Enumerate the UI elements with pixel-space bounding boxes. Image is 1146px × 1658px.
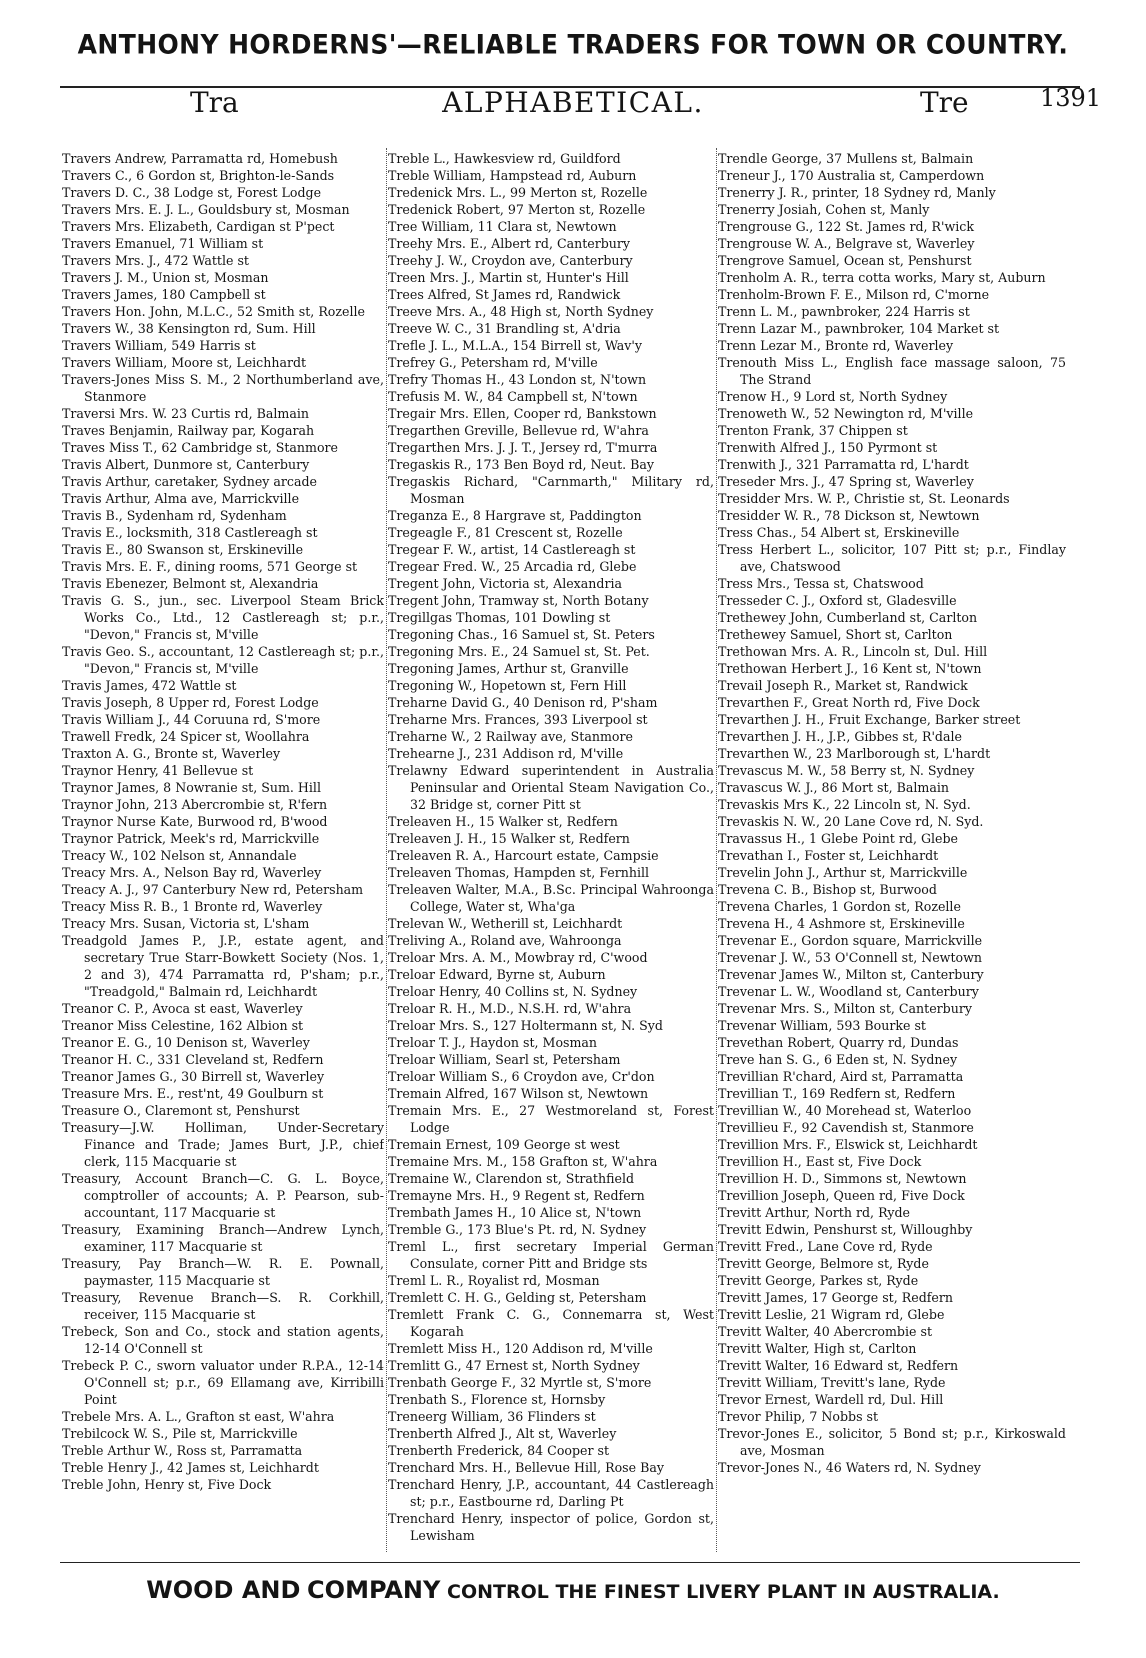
- directory-entry: Treharne Mrs. Frances, 393 Liverpool st: [388, 712, 648, 727]
- directory-entry: Tregent John, Tramway st, North Botany: [388, 593, 649, 608]
- directory-entry: Trenouth Miss L., English face massage saloon, 75 The Strand: [718, 355, 1066, 387]
- footer-part-2: COMPANY: [307, 1576, 441, 1604]
- directory-entry: Trevarthen F., Great North rd, Five Dock: [718, 695, 980, 710]
- directory-entry: Trevitt James, 17 George st, Redfern: [718, 1290, 953, 1305]
- directory-entry: Traversi Mrs. W. 23 Curtis rd, Balmain: [62, 406, 309, 421]
- column-2: [388, 150, 714, 1550]
- footer-rule: [60, 1562, 1080, 1563]
- directory-entry: Trebele Mrs. A. L., Grafton st east, W'ahra: [62, 1409, 335, 1424]
- directory-entry: Treloar R. H., M.D., N.S.H. rd, W'ahra: [388, 1001, 632, 1016]
- directory-entry: Trefusis M. W., 84 Campbell st, N'town: [388, 389, 638, 404]
- directory-entry: Treble John, Henry st, Five Dock: [62, 1477, 272, 1492]
- directory-entry: Travis Ebenezer, Belmont st, Alexandria: [62, 576, 319, 591]
- page-footer: [0, 1576, 1146, 1604]
- directory-entry: Treadgold James P., J.P., estate agent, and secretary True Starr-Bowkett Society (Nos. 1, 2 and 3), 474 Parramatta rd, P'sham; p.r., "Treadgold," Balmain rd, Leichhardt: [62, 933, 384, 999]
- directory-entry: Travis G. S., jun., sec. Liverpool Steam Brick Works Co., Ltd., 12 Castlereagh st; p.r., "Devon," Francis st, M'ville: [62, 593, 384, 642]
- directory-entry: Travis William J., 44 Coruuna rd, S'more: [62, 712, 321, 727]
- directory-entry: Tregaskis R., 173 Ben Boyd rd, Neut. Bay: [388, 457, 655, 472]
- directory-entry: Travers Mrs. J., 472 Wattle st: [62, 253, 249, 268]
- directory-entry: Tregear F. W., artist, 14 Castlereagh st: [388, 542, 636, 557]
- column-divider: [386, 148, 387, 1552]
- directory-entry: Treasure Mrs. E., rest'nt, 49 Goulburn st: [62, 1086, 324, 1101]
- directory-entry: Tremain Alfred, 167 Wilson st, Newtown: [388, 1086, 649, 1101]
- directory-entry: Treloar Mrs. S., 127 Holtermann st, N. Syd: [388, 1018, 663, 1033]
- column-divider: [716, 148, 717, 1552]
- directory-entry: Trevarthen J. H., Fruit Exchange, Barker street: [718, 712, 1021, 727]
- directory-entry: Trevillion Mrs. F., Elswick st, Leichhardt: [718, 1137, 978, 1152]
- directory-entry: Trevena C. B., Bishop st, Burwood: [718, 882, 937, 897]
- directory-entry: Trevillieu F., 92 Cavendish st, Stanmore: [718, 1120, 974, 1135]
- directory-entry: Tremain Mrs. E., 27 Westmoreland st, Forest Lodge: [388, 1103, 714, 1135]
- directory-entry: Tregarthen Mrs. J. J. T., Jersey rd, T'murra: [388, 440, 658, 455]
- directory-entry: Trevor Philip, 7 Nobbs st: [718, 1409, 879, 1424]
- directory-entry: Traves Miss T., 62 Cambridge st, Stanmore: [62, 440, 339, 455]
- directory-entry: Trevena H., 4 Ashmore st, Erskineville: [718, 916, 965, 931]
- directory-entry: Travers James, 180 Campbell st: [62, 287, 266, 302]
- directory-entry: Treleaven Walter, M.A., B.Sc. Principal Wahroonga College, Water st, Wha'ga: [388, 882, 714, 914]
- column-1: [62, 150, 384, 1550]
- directory-entry: Trevitt George, Parkes st, Ryde: [718, 1273, 919, 1288]
- directory-entry: Travers Andrew, Parramatta rd, Homebush: [62, 151, 338, 166]
- directory-entry: Treacy W., 102 Nelson st, Annandale: [62, 848, 297, 863]
- directory-entry: Treharne W., 2 Railway ave, Stanmore: [388, 729, 633, 744]
- directory-entry: Treble L., Hawkesview rd, Guildford: [388, 151, 621, 166]
- page-number: 1391: [1040, 84, 1102, 112]
- directory-entry: Tresseder C. J., Oxford st, Gladesville: [718, 593, 957, 608]
- directory-entry: Treleaven H., 15 Walker st, Redfern: [388, 814, 618, 829]
- directory-entry: Tregillgas Thomas, 101 Dowling st: [388, 610, 611, 625]
- directory-entry: Trevitt Leslie, 21 Wigram rd, Glebe: [718, 1307, 945, 1322]
- directory-entry: Travis Geo. S., accountant, 12 Castlereagh st; p.r., "Devon," Francis st, M'ville: [62, 644, 384, 676]
- directory-entry: Treeve Mrs. A., 48 High st, North Sydney: [388, 304, 654, 319]
- directory-entry: Trenbath S., Florence st, Hornsby: [388, 1392, 606, 1407]
- directory-entry: Trevitt George, Belmore st, Ryde: [718, 1256, 929, 1271]
- directory-entry: Treeve W. C., 31 Brandling st, A'dria: [388, 321, 621, 336]
- directory-entry: Traynor John, 213 Abercrombie st, R'fern: [62, 797, 328, 812]
- page-banner: ANTHONY HORDERNS'—RELIABLE TRADERS FOR TOWN OR COUNTRY.: [77, 28, 1069, 61]
- directory-entry: Trevethan Robert, Quarry rd, Dundas: [718, 1035, 959, 1050]
- directory-entry: Trelawny Edward superintendent in Australia Peninsular and Oriental Steam Navigation Co., 32 Bridge st, corner Pitt st: [388, 763, 714, 812]
- directory-entry: Trenn Lazar M., pawnbroker, 104 Market st: [718, 321, 1000, 336]
- directory-entry: Trevarthen W., 23 Marlborough st, L'hardt: [718, 746, 991, 761]
- directory-entry: Treanor H. C., 331 Cleveland st, Redfern: [62, 1052, 324, 1067]
- directory-entry: Treanor James G., 30 Birrell st, Waverley: [62, 1069, 325, 1084]
- directory-entry: Travers C., 6 Gordon st, Brighton-le-Sands: [62, 168, 335, 183]
- directory-entry: Trevor-Jones E., solicitor, 5 Bond st; p.r., Kirkoswald ave, Mosman: [718, 1426, 1066, 1458]
- directory-entry: Tregarthen Greville, Bellevue rd, W'ahra: [388, 423, 649, 438]
- directory-entry: Traynor Patrick, Meek's rd, Marrickville: [62, 831, 320, 846]
- directory-entry: Tregair Mrs. Ellen, Cooper rd, Bankstown: [388, 406, 657, 421]
- directory-entry: Trenchard Henry, inspector of police, Gordon st, Lewisham: [388, 1511, 714, 1543]
- directory-entry: Trevitt William, Trevitt's lane, Ryde: [718, 1375, 946, 1390]
- directory-entry: Trengrove Samuel, Ocean st, Penshurst: [718, 253, 972, 268]
- directory-entry: Trevenar E., Gordon square, Marrickville: [718, 933, 983, 948]
- directory-entry: Trenchard Henry, J.P., accountant, 44 Castlereagh st; p.r., Eastbourne rd, Darling Pt: [388, 1477, 714, 1509]
- directory-entry: Trevillion H., East st, Five Dock: [718, 1154, 922, 1169]
- directory-entry: Trevitt Edwin, Penshurst st, Willoughby: [718, 1222, 973, 1237]
- directory-entry: Trenerry Josiah, Cohen st, Manly: [718, 202, 930, 217]
- directory-entry: Trevenar James W., Milton st, Canterbury: [718, 967, 984, 982]
- directory-entry: Tregaskis Richard, "Carnmarth," Military rd, Mosman: [388, 474, 714, 506]
- directory-entry: Trembath James H., 10 Alice st, N'town: [388, 1205, 642, 1220]
- directory-entry: Trevaskis N. W., 20 Lane Cove rd, N. Syd.: [718, 814, 984, 829]
- directory-entry: Trevarthen J. H., J.P., Gibbes st, R'dale: [718, 729, 962, 744]
- directory-entry: Tregent John, Victoria st, Alexandria: [388, 576, 623, 591]
- directory-entry: Trevitt Walter, High st, Carlton: [718, 1341, 917, 1356]
- directory-entry: Treacy A. J., 97 Canterbury New rd, Petersham: [62, 882, 364, 897]
- directory-entry: Treacy Mrs. A., Nelson Bay rd, Waverley: [62, 865, 322, 880]
- directory-entry: Treasury, Account Branch—C. G. L. Boyce, comptroller of accounts; A. P. Pearson, sub-accountant, 117 Macquarie st: [62, 1171, 384, 1220]
- directory-entry: Tregoning Chas., 16 Samuel st, St. Peters: [388, 627, 655, 642]
- directory-entry: Treleaven J. H., 15 Walker st, Redfern: [388, 831, 630, 846]
- directory-entry: Treharne David G., 40 Denison rd, P'sham: [388, 695, 658, 710]
- directory-entry: Tredenick Mrs. L., 99 Merton st, Rozelle: [388, 185, 648, 200]
- directory-entry: Travis Arthur, caretaker, Sydney arcade: [62, 474, 317, 489]
- directory-entry: Travis Mrs. E. F., dining rooms, 571 George st: [62, 559, 358, 574]
- directory-entry: Tress Herbert L., solicitor, 107 Pitt st; p.r., Findlay ave, Chatswood: [718, 542, 1066, 574]
- directory-entry: Trevail Joseph R., Market st, Randwick: [718, 678, 968, 693]
- directory-entry: Treve han S. G., 6 Eden st, N. Sydney: [718, 1052, 958, 1067]
- directory-entry: Tregear Fred. W., 25 Arcadia rd, Glebe: [388, 559, 637, 574]
- directory-entry: Travers J. M., Union st, Mosman: [62, 270, 269, 285]
- directory-entry: Treacy Miss R. B., 1 Bronte rd, Waverley: [62, 899, 323, 914]
- directory-entry: Tredenick Robert, 97 Merton st, Rozelle: [388, 202, 646, 217]
- directory-entry: Travis James, 472 Wattle st: [62, 678, 237, 693]
- directory-entry: Trevillion Joseph, Queen rd, Five Dock: [718, 1188, 965, 1203]
- directory-entry: Travis Joseph, 8 Upper rd, Forest Lodge: [62, 695, 319, 710]
- directory-entry: Trevena Charles, 1 Gordon st, Rozelle: [718, 899, 961, 914]
- directory-entry: Treloar T. J., Haydon st, Mosman: [388, 1035, 598, 1050]
- directory-entry: Travers W., 38 Kensington rd, Sum. Hill: [62, 321, 316, 336]
- directory-entry: Travers Emanuel, 71 William st: [62, 236, 264, 251]
- directory-entry: Travis E., 80 Swanson st, Erskineville: [62, 542, 304, 557]
- directory-entry: Trefle J. L., M.L.A., 154 Birrell st, Wav'y: [388, 338, 643, 353]
- directory-entry: Treloar Edward, Byrne st, Auburn: [388, 967, 606, 982]
- directory-entry: Tremlett C. H. G., Gelding st, Petersham: [388, 1290, 647, 1305]
- directory-entry: Travers D. C., 38 Lodge st, Forest Lodge: [62, 185, 322, 200]
- directory-entry: Treliving A., Roland ave, Wahroonga: [388, 933, 622, 948]
- directory-entry: Tree William, 11 Clara st, Newtown: [388, 219, 617, 234]
- directory-entry: Trevillian W., 40 Morehead st, Waterloo: [718, 1103, 972, 1118]
- directory-entry: Treloar Mrs. A. M., Mowbray rd, C'wood: [388, 950, 648, 965]
- directory-entry: Trevillion H. D., Simmons st, Newtown: [718, 1171, 967, 1186]
- directory-entry: Trelevan W., Wetherill st, Leichhardt: [388, 916, 623, 931]
- directory-entry: Tress Chas., 54 Albert st, Erskineville: [718, 525, 960, 540]
- directory-entry: Travis Arthur, Alma ave, Marrickville: [62, 491, 300, 506]
- directory-entry: Tregoning W., Hopetown st, Fern Hill: [388, 678, 627, 693]
- directory-entry: Trehearne J., 231 Addison rd, M'ville: [388, 746, 624, 761]
- directory-entry: Traves Benjamin, Railway par, Kogarah: [62, 423, 315, 438]
- directory-entry: Treacy Mrs. Susan, Victoria st, L'sham: [62, 916, 310, 931]
- directory-entry: Travers Mrs. E. J. L., Gouldsbury st, Mosman: [62, 202, 350, 217]
- directory-entry: Trevenar L. W., Woodland st, Canterbury: [718, 984, 979, 999]
- directory-entry: Tremayne Mrs. H., 9 Regent st, Redfern: [388, 1188, 645, 1203]
- directory-entry: Travers Mrs. Elizabeth, Cardigan st P'pect: [62, 219, 335, 234]
- footer-part-1: WOOD AND: [146, 1576, 301, 1604]
- directory-entry: Treasury, Revenue Branch—S. R. Corkhill, receiver, 115 Macquarie st: [62, 1290, 384, 1322]
- directory-entry: Trethowan Mrs. A. R., Lincoln st, Dul. Hill: [718, 644, 988, 659]
- directory-entry: Treasury, Pay Branch—W. R. E. Pownall, paymaster, 115 Macquarie st: [62, 1256, 384, 1288]
- directory-entry: Treehy J. W., Croydon ave, Canterbury: [388, 253, 633, 268]
- header-right-guide: Tre: [920, 86, 969, 119]
- directory-entry: Trevitt Fred., Lane Cove rd, Ryde: [718, 1239, 933, 1254]
- directory-entry: Trenow H., 9 Lord st, North Sydney: [718, 389, 948, 404]
- directory-entry: Trenberth Frederick, 84 Cooper st: [388, 1443, 610, 1458]
- directory-entry: Tremaine W., Clarendon st, Strathfield: [388, 1171, 635, 1186]
- directory-entry: Trenoweth W., 52 Newington rd, M'ville: [718, 406, 974, 421]
- directory-entry: Trethowan Herbert J., 16 Kent st, N'town: [718, 661, 982, 676]
- directory-entry: Treasure O., Claremont st, Penshurst: [62, 1103, 300, 1118]
- directory-entry: Treble William, Hampstead rd, Auburn: [388, 168, 637, 183]
- directory-entry: Tremlett Miss H., 120 Addison rd, M'ville: [388, 1341, 653, 1356]
- directory-entry: Trengrouse G., 122 St. James rd, R'wick: [718, 219, 974, 234]
- directory-entry: Treml L. R., Royalist rd, Mosman: [388, 1273, 600, 1288]
- header-title: ALPHABETICAL.: [442, 86, 704, 119]
- directory-entry: Trendle George, 37 Mullens st, Balmain: [718, 151, 974, 166]
- directory-entry: Treneerg William, 36 Flinders st: [388, 1409, 596, 1424]
- directory-entry: Treanor C. P., Avoca st east, Waverley: [62, 1001, 303, 1016]
- directory-entry: Trevillian R'chard, Aird st, Parramatta: [718, 1069, 964, 1084]
- directory-entry: Trengrouse W. A., Belgrave st, Waverley: [718, 236, 975, 251]
- directory-entry: Tregeagle F., 81 Crescent st, Rozelle: [388, 525, 623, 540]
- directory-entry: Trefry Thomas H., 43 London st, N'town: [388, 372, 647, 387]
- directory-entry: Treseder Mrs. J., 47 Spring st, Waverley: [718, 474, 974, 489]
- directory-entry: Treleaven Thomas, Hampden st, Fernhill: [388, 865, 650, 880]
- column-3: [718, 150, 1066, 1550]
- directory-entry: Tress Mrs., Tessa st, Chatswood: [718, 576, 924, 591]
- header-left-guide: Tra: [190, 86, 239, 119]
- directory-entry: Treganza E., 8 Hargrave st, Paddington: [388, 508, 642, 523]
- directory-entry: Travis E., locksmith, 318 Castlereagh st: [62, 525, 318, 540]
- directory-entry: Tremble G., 173 Blue's Pt. rd, N. Sydney: [388, 1222, 647, 1237]
- directory-entry: Treloar William S., 6 Croydon ave, Cr'don: [388, 1069, 655, 1084]
- directory-entry: Treloar William, Searl st, Petersham: [388, 1052, 621, 1067]
- directory-entry: Treneur J., 170 Australia st, Camperdown: [718, 168, 985, 183]
- directory-entry: Trethewey Samuel, Short st, Carlton: [718, 627, 953, 642]
- directory-entry: Trevascus M. W., 58 Berry st, N. Sydney: [718, 763, 975, 778]
- directory-entry: Trebilcock W. S., Pile st, Marrickville: [62, 1426, 298, 1441]
- directory-entry: Traxton A. G., Bronte st, Waverley: [62, 746, 281, 761]
- directory-entry: Trenholm A. R., terra cotta works, Mary st, Auburn: [718, 270, 1046, 285]
- directory-entry: Travis B., Sydenham rd, Sydenham: [62, 508, 287, 523]
- directory-entry: Treen Mrs. J., Martin st, Hunter's Hill: [388, 270, 629, 285]
- directory-entry: Trevaskis Mrs K., 22 Lincoln st, N. Syd.: [718, 797, 971, 812]
- directory-entry: Trevitt Arthur, North rd, Ryde: [718, 1205, 910, 1220]
- directory-entry: Treml L., first secretary Imperial German Consulate, corner Pitt and Bridge sts: [388, 1239, 714, 1271]
- directory-entry: Tremain Ernest, 109 George st west: [388, 1137, 620, 1152]
- directory-entry: Travassus H., 1 Glebe Point rd, Glebe: [718, 831, 959, 846]
- directory-entry: Travers William, Moore st, Leichhardt: [62, 355, 307, 370]
- directory-entry: Tregoning Mrs. E., 24 Samuel st, St. Pet.: [388, 644, 650, 659]
- directory-entry: Travers Hon. John, M.L.C., 52 Smith st, Rozelle: [62, 304, 365, 319]
- directory-entry: Trevor-Jones N., 46 Waters rd, N. Sydney: [718, 1460, 981, 1475]
- directory-entry: Treehy Mrs. E., Albert rd, Canterbury: [388, 236, 631, 251]
- directory-entry: Treasury—J.W. Holliman, Under-Secretary Finance and Trade; James Burt, J.P., chief clerk, 115 Macquarie st: [62, 1120, 384, 1169]
- directory-entry: Tresidder W. R., 78 Dickson st, Newtown: [718, 508, 980, 523]
- directory-entry: Trefrey G., Petersham rd, M'ville: [388, 355, 598, 370]
- directory-entry: Trevathan I., Foster st, Leichhardt: [718, 848, 939, 863]
- directory-entry: Trebeck, Son and Co., stock and station agents, 12-14 O'Connell st: [62, 1324, 384, 1356]
- directory-entry: Trenholm-Brown F. E., Milson rd, C'morne: [718, 287, 990, 302]
- directory-entry: Treleaven R. A., Harcourt estate, Campsie: [388, 848, 659, 863]
- directory-entry: Trees Alfred, St James rd, Randwick: [388, 287, 621, 302]
- directory-entry: Treble Henry J., 42 James st, Leichhardt: [62, 1460, 319, 1475]
- directory-entry: Treanor Miss Celestine, 162 Albion st: [62, 1018, 304, 1033]
- directory-entry: Trawell Fredk, 24 Spicer st, Woollahra: [62, 729, 310, 744]
- directory-entry: Travis Albert, Dunmore st, Canterbury: [62, 457, 310, 472]
- directory-entry: Trethewey John, Cumberland st, Carlton: [718, 610, 978, 625]
- directory-entry: Traynor Nurse Kate, Burwood rd, B'wood: [62, 814, 328, 829]
- directory-entry: Tremlitt G., 47 Ernest st, North Sydney: [388, 1358, 640, 1373]
- directory-entry: Travers William, 549 Harris st: [62, 338, 256, 353]
- directory-entry: Traynor James, 8 Nowranie st, Sum. Hill: [62, 780, 321, 795]
- directory-entry: Trenwith J., 321 Parramatta rd, L'hardt: [718, 457, 969, 472]
- directory-entry: Treloar Henry, 40 Collins st, N. Sydney: [388, 984, 638, 999]
- directory-entry: Trevelin John J., Arthur st, Marrickville: [718, 865, 968, 880]
- directory-entry: Trenn Lezar M., Bronte rd, Waverley: [718, 338, 954, 353]
- directory-entry: Trevitt Walter, 16 Edward st, Redfern: [718, 1358, 959, 1373]
- directory-entry: Trenn L. M., pawnbroker, 224 Harris st: [718, 304, 970, 319]
- directory-entry: Trevitt Walter, 40 Abercrombie st: [718, 1324, 933, 1339]
- directory-entry: Trevenar William, 593 Bourke st: [718, 1018, 926, 1033]
- directory-entry: Treble Arthur W., Ross st, Parramatta: [62, 1443, 303, 1458]
- directory-entry: Trenbath George F., 32 Myrtle st, S'more: [388, 1375, 652, 1390]
- directory-entry: Trenwith Alfred J., 150 Pyrmont st: [718, 440, 938, 455]
- directory-entry: Travers-Jones Miss S. M., 2 Northumberland ave, Stanmore: [62, 372, 384, 404]
- directory-entry: Trebeck P. C., sworn valuator under R.P.A., 12-14 O'Connell st; p.r., 69 Ellamang ave, Kirribilli Point: [62, 1358, 384, 1407]
- directory-entry: Treanor E. G., 10 Denison st, Waverley: [62, 1035, 310, 1050]
- directory-entry: Traynor Henry, 41 Bellevue st: [62, 763, 254, 778]
- directory-entry: Trenchard Mrs. H., Bellevue Hill, Rose Bay: [388, 1460, 664, 1475]
- directory-entry: Trevenar J. W., 53 O'Connell st, Newtown: [718, 950, 982, 965]
- directory-entry: Tresidder Mrs. W. P., Christie st, St. Leonards: [718, 491, 1010, 506]
- directory-entry: Trenberth Alfred J., Alt st, Waverley: [388, 1426, 617, 1441]
- directory-entry: Trevenar Mrs. S., Milton st, Canterbury: [718, 1001, 972, 1016]
- directory-entry: Travascus W. J., 86 Mort st, Balmain: [718, 780, 949, 795]
- directory-entry: Trenton Frank, 37 Chippen st: [718, 423, 908, 438]
- directory-entry: Trevillian T., 169 Redfern st, Redfern: [718, 1086, 956, 1101]
- directory-entry: Tremlett Frank C. G., Connemarra st, West Kogarah: [388, 1307, 714, 1339]
- directory-entry: Trenerry J. R., printer, 18 Sydney rd, Manly: [718, 185, 996, 200]
- directory-entry: Trevor Ernest, Wardell rd, Dul. Hill: [718, 1392, 944, 1407]
- directory-entry: Tregoning James, Arthur st, Granville: [388, 661, 629, 676]
- directory-entry: Tremaine Mrs. M., 158 Grafton st, W'ahra: [388, 1154, 658, 1169]
- directory-entry: Treasury, Examining Branch—Andrew Lynch, examiner, 117 Macquarie st: [62, 1222, 384, 1254]
- footer-part-3: CONTROL THE FINEST LIVERY PLANT IN AUSTRALIA.: [447, 1581, 1000, 1603]
